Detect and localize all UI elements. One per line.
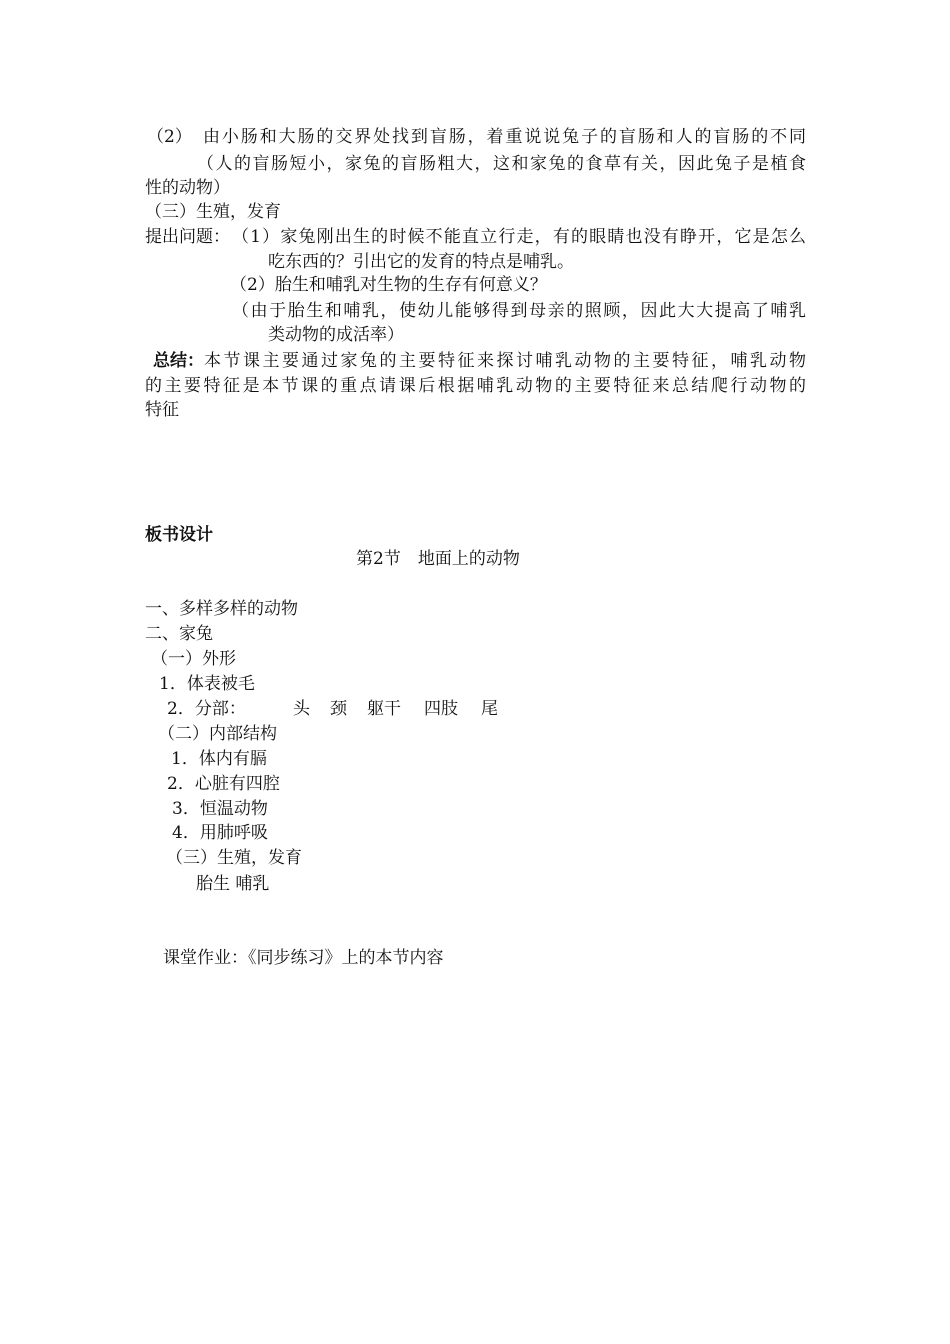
question1-line2: 吃东西的？引出它的发育的特点是哺乳。	[268, 252, 574, 272]
section3-heading: （三）生殖，发育	[145, 202, 281, 222]
body-part-trunk: 躯干	[367, 699, 401, 719]
question1-line1: （1）家兔刚出生的时候不能直立行走，有的眼睛也没有睁开，它是怎么	[232, 227, 806, 247]
questions-label: 提出问题：	[145, 227, 230, 247]
board-sub1-1: 1．体表被毛	[159, 674, 255, 694]
body-part-head: 头	[293, 699, 310, 719]
board-sub3-1: 胎生 哺乳	[196, 874, 270, 894]
body-parts-list	[293, 698, 498, 720]
board-sub2-1: 1．体内有膈	[171, 749, 267, 769]
board-sub1-2-label: 2．分部：	[167, 699, 246, 719]
board-sub1: （一）外形	[151, 649, 236, 669]
section2-line3: 性的动物）	[145, 178, 230, 198]
question2: （2）胎生和哺乳对生物的生存有何意义？	[230, 275, 547, 295]
body-part-limbs: 四肢	[424, 699, 458, 719]
board-item1: 一、多样多样的动物	[145, 599, 298, 619]
board-sub2-4: 4．用肺呼吸	[172, 823, 268, 843]
board-sub2-3: 3．恒温动物	[172, 799, 268, 819]
body-part-tail: 尾	[481, 699, 498, 719]
board-sub2-2: 2．心脏有四腔	[167, 774, 280, 794]
summary-line2: 的主要特征是本节课的重点请课后根据哺乳动物的主要特征来总结爬行动物的	[145, 376, 806, 396]
answer2-line2: 类动物的成活率）	[268, 325, 404, 345]
board-sub2: （二）内部结构	[158, 724, 277, 744]
body-part-neck: 颈	[330, 699, 347, 719]
summary-line1: 本节课主要通过家兔的主要特征来探讨哺乳动物的主要特征，哺乳动物	[204, 351, 806, 371]
homework: 课堂作业：《同步练习》上的本节内容	[163, 948, 444, 968]
board-heading: 板书设计	[145, 525, 213, 545]
section2-line2: （人的盲肠短小，家兔的盲肠粗大，这和家兔的食草有关，因此兔子是植食	[197, 154, 806, 174]
board-title: 第2节 地面上的动物	[356, 549, 520, 569]
board-sub3: （三）生殖，发育	[166, 848, 302, 868]
board-item2: 二、家兔	[145, 624, 213, 644]
summary-line3: 特征	[145, 400, 179, 420]
summary-label: 总结：	[153, 351, 204, 371]
section2-number: （2）	[147, 127, 192, 147]
answer2-line1: （由于胎生和哺乳，使幼儿能够得到母亲的照顾，因此大大提高了哺乳	[232, 301, 806, 321]
section2-line1: 由小肠和大肠的交界处找到盲肠，着重说说兔子的盲肠和人的盲肠的不同	[203, 127, 806, 147]
